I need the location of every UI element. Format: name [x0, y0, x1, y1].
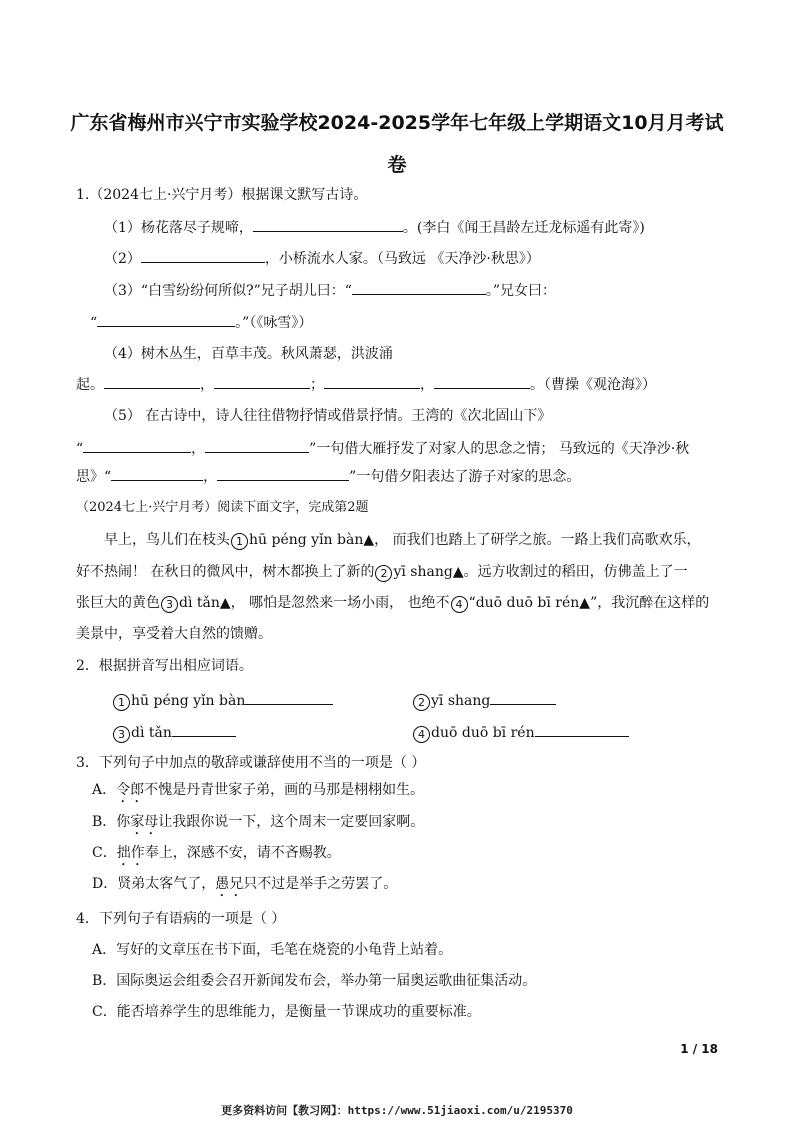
- q1-item-3: （3）“白雪纷纷何所似?”兄子胡儿曰：“ 。”兄女曰：: [104, 280, 556, 301]
- answer-blank[interactable]: [205, 438, 309, 453]
- reading-paragraph-line: 美景中，享受着大自然的馈赠。: [76, 626, 272, 642]
- q2-item-1: 1 hū péng yǐn bàn: [112, 690, 333, 711]
- answer-blank[interactable]: [324, 374, 420, 389]
- answer-blank[interactable]: [97, 312, 235, 327]
- q1-item-5-cont2: 思》“ ， ”一句借夕阳表达了游子对家的思念。: [76, 466, 580, 487]
- q4-option-b[interactable]: B．国际奥运会组委会召开新闻发布会，举办第一届奥运歌曲征集活动。: [92, 973, 537, 989]
- reading-paragraph-line: 好不热闹！ 在秋日的微风中，树木都换上了新的 2 yī shang▲。远方收割过的稻田，仿佛盖上了一: [76, 564, 688, 580]
- q3-option-d[interactable]: D．贤弟太客气了，愚兄只不过是举手之劳罢了。: [92, 876, 398, 892]
- q1-item-4: （4）树木丛生，百草丰茂。秋风萧瑟，洪波涌: [104, 346, 393, 362]
- q3-option-c[interactable]: C．拙作奉上，深感不安，请不吝赐教。: [92, 845, 341, 861]
- reading-paragraph-line: 早上，鸟儿们在枝头 1 hū péng yǐn bàn▲， 而我们也踏上了研学之旅。一路上我们高歌欢乐，: [104, 532, 701, 548]
- q4-option-c[interactable]: C．能否培养学生的思维能力，是衡量一节课成功的重要标准。: [92, 1004, 481, 1020]
- q1-heading: 1.（2024七上·兴宁月考）根据课文默写古诗。: [76, 187, 368, 203]
- q2-item-4: 4 duō duō bī rén: [412, 722, 629, 743]
- q1-item-2: （2） ，小桥流水人家。（马致远 《天净沙·秋思》）: [104, 248, 540, 269]
- circled-number-2: 2: [375, 565, 392, 582]
- q2-item-3: 3 dì tǎn: [112, 722, 236, 743]
- footer-link[interactable]: 更多资料访问【教习网】：https://www.51jiaoxi.com/u/2195370: [221, 1104, 573, 1117]
- exam-title: 广东省梅州市兴宁市实验学校2024-2025学年七年级上学期语文10月月考试: [70, 112, 724, 134]
- answer-blank[interactable]: [141, 248, 265, 263]
- q3-option-a[interactable]: A．令郎不愧是丹青世家子弟，画的马那是栩栩如生。: [92, 782, 425, 798]
- answer-blank[interactable]: [535, 722, 629, 737]
- q4-option-a[interactable]: A．写好的文章压在书下面，毛笔在烧瓷的小龟背上站着。: [92, 942, 453, 958]
- circled-number-1: 1: [231, 533, 248, 550]
- answer-blank[interactable]: [172, 722, 236, 737]
- answer-blank[interactable]: [245, 690, 333, 705]
- q1-item-1: （1）杨花落尽子规啼， 。(李白《闻王昌龄左迁龙标遥有此寄》): [104, 217, 645, 238]
- page-number: 1 / 18: [680, 1042, 718, 1056]
- answer-blank[interactable]: [214, 374, 310, 389]
- q2-item-2: 2 yī shang: [412, 690, 556, 711]
- answer-blank[interactable]: [111, 466, 203, 481]
- answer-blank[interactable]: [434, 374, 530, 389]
- reading-intro: （2024七上·兴宁月考）阅读下面文字，完成第2题: [76, 500, 369, 515]
- circled-number-3: 3: [161, 596, 178, 613]
- answer-blank[interactable]: [490, 690, 556, 705]
- q3-option-b[interactable]: B．你家母让我跟你说一下，这个周末一定要回家啊。: [92, 814, 425, 830]
- q4-heading: 4．下列句子有语病的一项是（ ）: [76, 911, 286, 927]
- q1-item-5-cont: “ ， ”一句借大雁抒发了对家人的思念之情； 马致远的《天净沙·秋: [76, 438, 689, 459]
- exam-title-cont: 卷: [387, 154, 407, 176]
- reading-paragraph-line: 张巨大的黄色 3 dì tǎn▲， 哪怕是忽然来一场小雨， 也绝不 4 “duō duō bī rén▲”，我沉醉在这样的: [76, 595, 710, 611]
- answer-blank[interactable]: [104, 374, 200, 389]
- circled-number-4: 4: [451, 596, 468, 613]
- q3-heading: 3．下列句子中加点的敬辞或谦辞使用不当的一项是（ ）: [76, 755, 426, 771]
- answer-blank[interactable]: [217, 466, 349, 481]
- q2-heading: 2．根据拼音写出相应词语。: [76, 658, 253, 674]
- q1-item-3-cont: “ 。”（《咏雪》）: [90, 312, 312, 333]
- q1-item-5: （5） 在古诗中，诗人往往借物抒情或借景抒情。王湾的《次北固山下》: [104, 408, 552, 424]
- answer-blank[interactable]: [253, 217, 403, 232]
- q1-item-4-cont: 起。 ， ； ， 。（曹操《观沧海》）: [76, 374, 656, 395]
- answer-blank[interactable]: [352, 280, 486, 295]
- answer-blank[interactable]: [83, 438, 191, 453]
